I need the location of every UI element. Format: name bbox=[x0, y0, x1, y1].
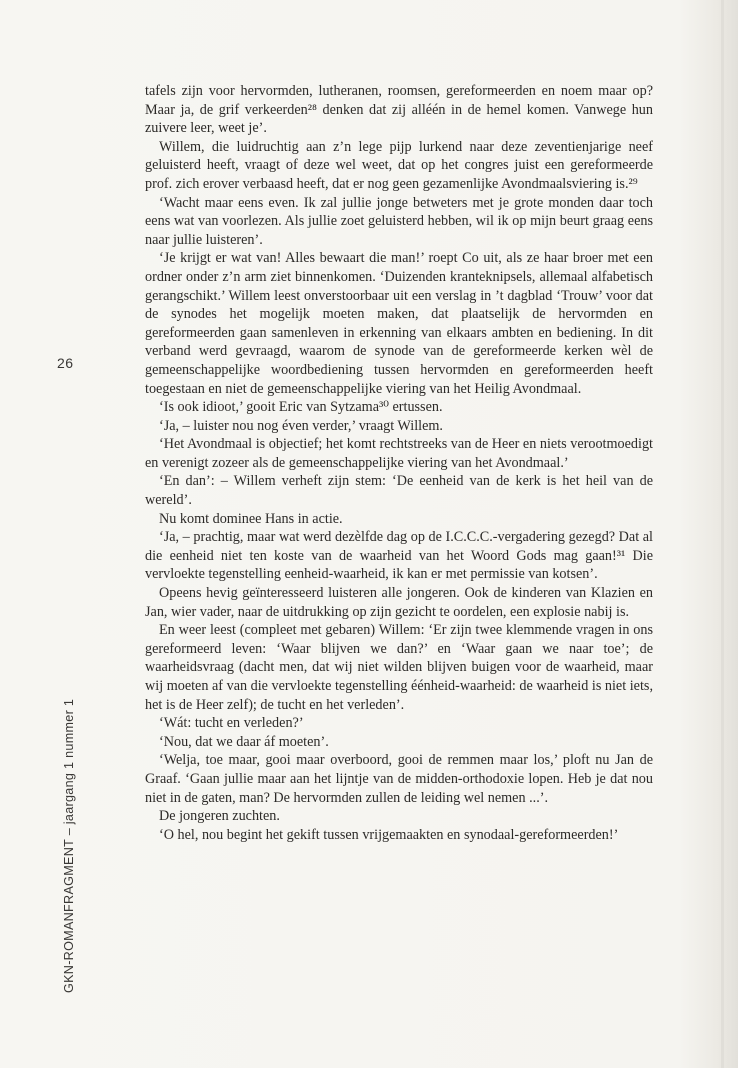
page-edge bbox=[721, 0, 724, 1068]
paragraph: ‘Nou, dat we daar áf moeten’. bbox=[159, 733, 329, 750]
body-text bbox=[145, 82, 653, 844]
paragraph: En weer leest (compleet met gebaren) Willem: ‘Er zijn twee klemmende vragen in ons gereformeerd leven: ‘Waar blijven we dan?’ en ‘Waar gaan we naar toe’; de waarheidsvraag (dacht men, dat wij niet wilden blijven buigen voor de waarheid, maar wij moeten af van die vervloekte tegenstelling éénheid-waarheid: de waarheid is niet iets, het is de Heer zelf); de tucht en het verleden’. bbox=[145, 622, 653, 713]
paragraph: ‘Je krijgt er wat van! Alles bewaart die man!’ roept Co uit, als ze haar broer met een ordner onder z’n arm ziet binnenkomen. ‘Duizenden kranteknipsels, allemaal alfabetisch gerangschikt.’ Willem leest onverstoorbaar uit een verslag in ’t dagblad ‘Trouw’ voor dat de synodes het mogelijk moeten maken, dat plaatselijk de hervormden en gereformeerden gaan samenleven in erkenning van elkaars ambten en bediening. In dit verband werd gevraagd, waarom de synode van de gereformeerde kerken wèl de gemeenschappelijke woordbediening tussen hervormden en gereformeerden heeft toegestaan en niet de gemeenschappelijke viering van het Heilig Avondmaal. bbox=[145, 250, 653, 397]
paragraph: ‘Welja, toe maar, gooi maar overboord, gooi de remmen maar los,’ ploft nu Jan de Graaf. ‘Gaan jullie maar aan het lijntje van de midden-orthodoxie lopen. Heb je dat nou niet in de gaten, man? De hervormden zullen de leiding wel nemen ...’. bbox=[145, 752, 653, 806]
paragraph: Willem, die luidruchtig aan z’n lege pijp lurkend naar deze zeventienjarige neef geluisterd heeft, vraagt of deze wel weet, dat op het congres juist een gereformeerde prof. zich erover verbaasd heeft, dat er nog geen gezamenlijke Avondmaalsviering is.²⁹ bbox=[145, 138, 653, 192]
paragraph: ‘Wát: tucht en verleden?’ bbox=[159, 715, 304, 732]
paragraph: ‘En dan’: – Willem verheft zijn stem: ‘De eenheid van de kerk is het heil van de wereld’. bbox=[145, 473, 653, 509]
paragraph: tafels zijn voor hervormden, lutheranen, roomsen, gereformeerden en noem maar op? Maar ja, de grif verkeerden²⁸ denken dat zij alléén in de hemel komen. Vanwege hun zuivere leer, weet je’. bbox=[145, 83, 653, 137]
paragraph: ‘O hel, nou begint het gekift tussen vrijgemaakten en synodaal-gereformeerden!’ bbox=[159, 826, 619, 843]
page-number: 26 bbox=[57, 355, 74, 371]
paragraph: ‘Wacht maar eens even. Ik zal jullie jonge betweters met je grote monden daar toch eens wat van voorlezen. Als jullie zoet geluisterd hebben, wil ik op mijn beurt graag eens naar jullie luisteren’. bbox=[145, 194, 653, 248]
paragraph: Opeens hevig geïnteresseerd luisteren alle jongeren. Ook de kinderen van Klazien en Jan, wier vader, naar de uitdrukking op zijn gezicht te oordelen, een explosie nabij is. bbox=[145, 585, 653, 620]
paragraph: De jongeren zuchten. bbox=[159, 808, 280, 825]
running-head: GKN-ROMANFRAGMENT – jaargang 1 nummer 1 bbox=[62, 698, 76, 993]
paragraph: Nu komt dominee Hans in actie. bbox=[159, 510, 343, 527]
paragraph: ‘Ja, – luister nou nog éven verder,’ vraagt Willem. bbox=[159, 417, 443, 434]
paragraph: ‘Ja, – prachtig, maar wat werd dezèlfde dag op de I.C.C.C.-vergadering gezegd? Dat al die eenheid niet ten koste van de waarheid van het Woord Gods mag gaan!³¹ Die vervloekte tegenstelling eenheid-waarheid, ik kan er met permissie van kotsen’. bbox=[145, 529, 653, 583]
paragraph: ‘Het Avondmaal is objectief; het komt rechtstreeks van de Heer en niets verootmoedigt en verenigt zozeer als de gemeenschappelijke viering van het Avondmaal.’ bbox=[145, 436, 653, 471]
paragraph: ‘Is ook idioot,’ gooit Eric van Sytzama³⁰ ertussen. bbox=[159, 399, 443, 416]
